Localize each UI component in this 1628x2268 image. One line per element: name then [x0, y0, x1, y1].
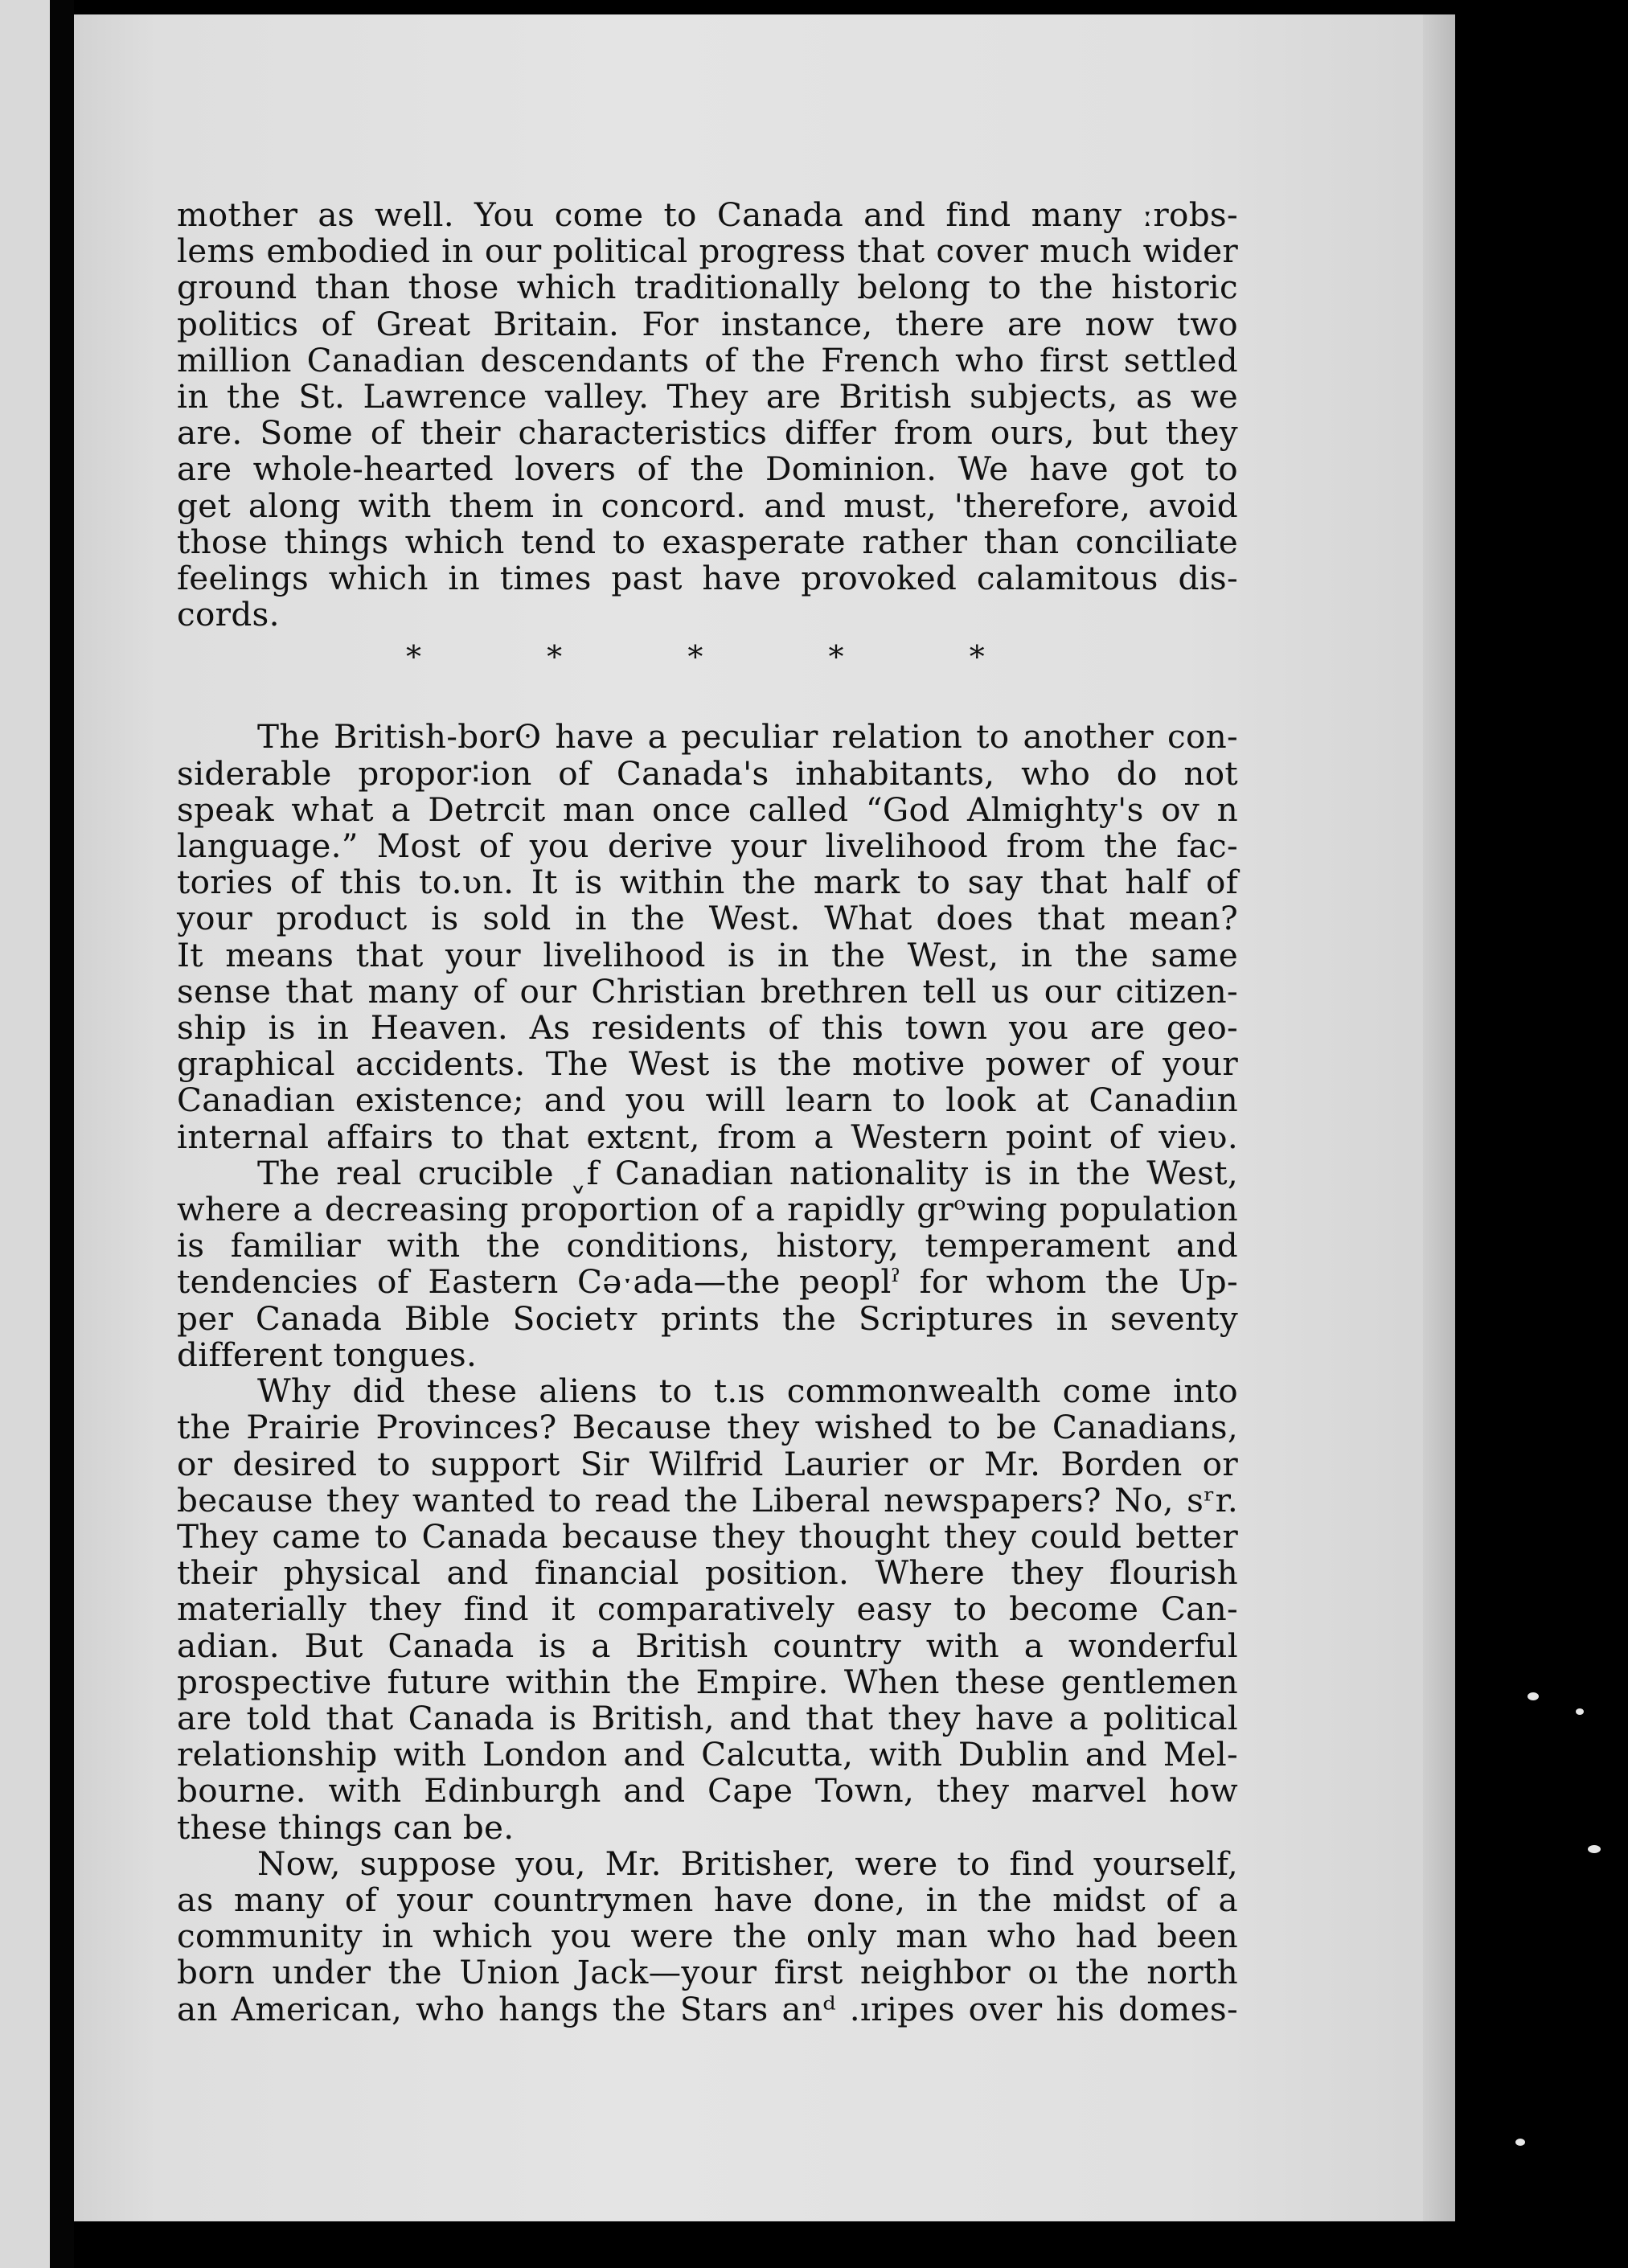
- text-line: their physical and financial position. Where they flourish: [177, 1553, 1238, 1593]
- text-line: adian. But Canada is a British country with a wonderful: [177, 1626, 1238, 1665]
- paragraph: [177, 1373, 1238, 1846]
- text-line: ground than those which traditionally belong to the historic: [177, 268, 1238, 307]
- text-line: get along with them in concord. and must, 'therefore, avoid: [177, 486, 1238, 525]
- text-line: materially they find it comparatively easy to become Can-: [177, 1589, 1238, 1629]
- separator-star: *: [969, 639, 985, 675]
- text-line: relationship with London and Calcutta, with Dublin and Mel-: [177, 1735, 1238, 1774]
- text-line: your product is sold in the West. What does that mean?: [177, 899, 1238, 938]
- text-line: sense that many of our Christian brethren tell us our citizen-: [177, 971, 1238, 1011]
- text-line: because they wanted to read the Liberal newspapers? No, sʳr.: [177, 1480, 1238, 1520]
- text-line: prospective future within the Empire. When these gentlemen: [177, 1662, 1238, 1701]
- text-line: cords.: [177, 595, 280, 634]
- text-line: million Canadian descendants of the French who first settled: [177, 340, 1238, 379]
- page-text: [177, 197, 1238, 2028]
- text-line: It means that your livelihood is in the West, in the same: [177, 935, 1238, 974]
- text-line: those things which tend to exasperate rather than conciliate: [177, 522, 1238, 561]
- text-line: The real crucible ˬf Canadian nationality is in the West,: [257, 1153, 1238, 1192]
- text-line: feelings which in times past have provoked calamitous dis-: [177, 559, 1238, 598]
- separator-star: *: [406, 639, 422, 675]
- text-line: graphical accidents. The West is the motive power of your: [177, 1044, 1238, 1084]
- text-line: or desired to support Sir Wilfrid Laurier or Mr. Borden or: [177, 1444, 1238, 1483]
- paragraph: [177, 1846, 1238, 2028]
- text-line: internal affairs to that extεnt, from a Western point of vieʋ.: [177, 1117, 1238, 1156]
- section-separator: [406, 641, 985, 673]
- separator-star: *: [547, 639, 563, 675]
- text-line: siderable propor∶ion of Canada's inhabitants, who do not: [177, 753, 1238, 793]
- text-line: born under the Union Jack—your first neighbor oı the north: [177, 1953, 1238, 1992]
- text-line: tories of this to.ʋn. It is within the mark to say that half of: [177, 863, 1238, 902]
- text-line: lems embodied in our political progress that cover much wider: [177, 232, 1238, 271]
- scan-speck: [1588, 1845, 1601, 1853]
- text-line: is familiar with the conditions, history, temperament and: [177, 1226, 1238, 1265]
- text-line: are. Some of their characteristics differ from ours, but they: [177, 413, 1238, 453]
- paragraph-continued: [177, 197, 1238, 633]
- text-line: Now, suppose you, Mr. Britisher, were to find yourself,: [257, 1844, 1238, 1883]
- text-line: Canadian existence; and you will learn to look at Canadiın: [177, 1081, 1238, 1120]
- page-fold-edge: [1423, 14, 1455, 2221]
- text-line: are told that Canada is British, and that they have a political: [177, 1698, 1238, 1737]
- text-line: They came to Canada because they thought they could better: [177, 1516, 1238, 1556]
- text-line: as many of your countrymen have done, in the midst of a: [177, 1880, 1238, 1919]
- adjacent-page-edge: [0, 0, 50, 2268]
- text-line: per Canada Bible Societʏ prints the Scriptures in seventy: [177, 1298, 1238, 1338]
- scan-speck: [1515, 2139, 1525, 2146]
- paragraph: [177, 1155, 1238, 1373]
- text-line: an American, who hangs the Stars anᵈ .ıripes over his domes-: [177, 1989, 1238, 2028]
- text-line: the Prairie Provinces? Because they wished to be Canadians,: [177, 1408, 1238, 1447]
- scan-speck: [1576, 1708, 1584, 1715]
- paragraph: [177, 719, 1238, 1155]
- text-line: bourne. with Edinburgh and Cape Town, they marvel how: [177, 1771, 1238, 1811]
- text-line: where a decreasing proportion of a rapidly grᵒwing population: [177, 1190, 1238, 1229]
- text-line: mother as well. You come to Canada and find many ːrobs-: [177, 195, 1238, 234]
- separator-star: *: [687, 639, 703, 675]
- text-line: politics of Great Britain. For instance, there are now two: [177, 304, 1238, 343]
- text-line: The British-borʘ have a peculiar relation to another con-: [257, 717, 1238, 757]
- text-line: language.” Most of you derive your livelihood from the fac-: [177, 826, 1238, 866]
- text-line: ship is in Heaven. As residents of this town you are geo-: [177, 1008, 1238, 1048]
- text-line: these things can be.: [177, 1807, 515, 1847]
- text-line: Why did these aliens to t.ıs commonwealth come into: [257, 1372, 1238, 1411]
- scan-speck: [1528, 1692, 1539, 1700]
- separator-star: *: [828, 639, 844, 675]
- text-line: are whole-hearted lovers of the Dominion. We have got to: [177, 449, 1238, 489]
- text-line: different tongues.: [177, 1335, 478, 1374]
- text-line: community in which you were the only man who had been: [177, 1917, 1238, 1956]
- text-line: in the St. Lawrence valley. They are British subjects, as we: [177, 377, 1238, 416]
- scan-background: [1455, 0, 1628, 2268]
- text-line: tendencies of Eastern Cəˑada—the peoplˀ for whom the Up-: [177, 1262, 1238, 1302]
- text-line: speak what a Detrcit man once called “God Almighty's ov n: [177, 789, 1238, 829]
- binding-shadow: [50, 0, 74, 2268]
